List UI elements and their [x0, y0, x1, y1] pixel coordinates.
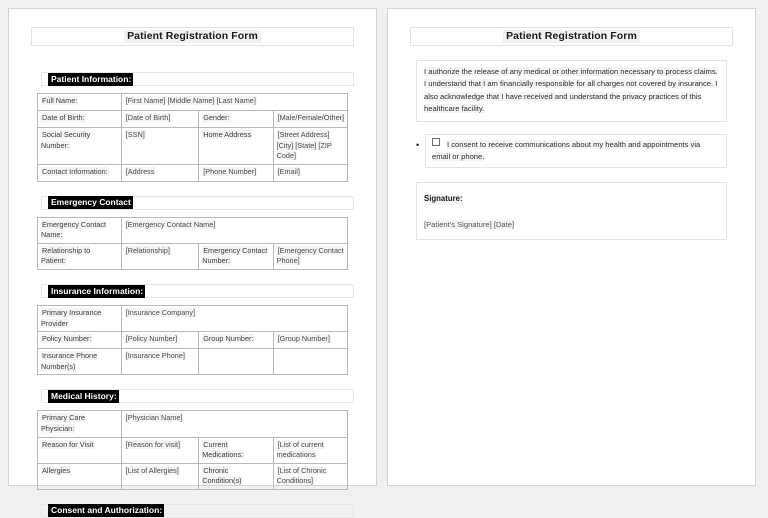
table-cell-label	[38, 332, 122, 349]
cell-text: [Policy Number]	[125, 334, 178, 344]
table-cell-value[interactable]	[121, 306, 347, 332]
cell-text: Group Number:	[203, 334, 254, 344]
cell-text: [Insurance Company]	[125, 308, 196, 318]
page1-title-box	[31, 27, 354, 46]
table-cell-value[interactable]	[273, 437, 347, 463]
table-row	[38, 128, 348, 165]
section-header-insurance-information	[41, 284, 354, 298]
table-cell-value[interactable]	[273, 243, 347, 269]
medical-history-table-body	[38, 411, 348, 489]
cell-text: [Physician Name]	[125, 413, 183, 423]
section-label-patient-information: Patient Information:	[48, 73, 133, 86]
bullet-icon: •	[416, 140, 420, 151]
table-cell-value[interactable]	[273, 332, 347, 349]
emergency-contact-table	[37, 217, 348, 270]
table-cell-value[interactable]	[273, 463, 347, 489]
section-label-consent-and-authorization: Consent and Authorization:	[48, 504, 164, 517]
cell-text: [Emergency Contact Name]	[125, 219, 216, 229]
cell-text: [Relationship]	[125, 245, 170, 255]
authorization-paragraph-box	[416, 60, 727, 122]
table-row	[38, 306, 348, 332]
table-row	[38, 243, 348, 269]
table-cell-label	[199, 463, 273, 489]
cell-text: Date of Birth:	[42, 113, 85, 122]
signature-value: [Patient's Signature] [Date]	[424, 219, 515, 229]
table-cell-empty	[273, 349, 347, 375]
cell-text: Insurance Phone Number(s)	[41, 351, 98, 371]
table-cell-label	[38, 349, 122, 375]
consent-checkbox-label: I consent to receive communications about my health and appointments via email or phone.	[432, 140, 701, 162]
cell-text: [Street Address] [City] [State] [ZIP Code]	[276, 130, 332, 161]
cell-text: Emergency Contact Name:	[41, 219, 107, 240]
cell-text: [Insurance Phone]	[125, 351, 185, 361]
section-label-insurance-information: Insurance Information:	[48, 285, 145, 298]
section-label-medical-history: Medical History:	[48, 390, 119, 403]
table-cell-label	[38, 164, 122, 181]
table-row	[38, 164, 348, 181]
cell-text: [Email]	[277, 166, 300, 176]
table-cell-empty	[199, 349, 273, 375]
emergency-contact-table-body	[38, 217, 348, 269]
page1-title: Patient Registration Form	[124, 30, 261, 43]
cell-text: Policy Number:	[42, 334, 92, 344]
cell-text: Current Medications:	[202, 439, 244, 460]
table-cell-label	[38, 437, 122, 463]
table-cell-value[interactable]	[121, 243, 199, 269]
cell-text: [Emergency Contact Phone]	[276, 245, 344, 266]
table-cell-label	[38, 94, 122, 111]
table-cell-label	[38, 411, 122, 437]
cell-text: [List of Chronic Conditions]	[276, 465, 327, 486]
table-row	[38, 332, 348, 349]
cell-text: Home Address	[203, 130, 252, 139]
table-cell-value[interactable]	[121, 94, 347, 111]
cell-text: [List of current medications	[276, 439, 324, 460]
table-cell-label	[38, 217, 122, 243]
table-cell-value[interactable]	[121, 332, 199, 349]
table-row	[38, 437, 348, 463]
table-cell-value[interactable]	[273, 164, 347, 181]
table-cell-label	[199, 243, 273, 269]
cell-text: Social Security Number:	[41, 130, 91, 150]
cell-text: Allergies	[42, 465, 70, 475]
table-cell-value[interactable]	[121, 411, 347, 437]
section-label-emergency-contact: Emergency Contact	[48, 196, 133, 209]
cell-text: Gender:	[203, 113, 230, 122]
table-row	[38, 111, 348, 128]
signature-label: Signature:	[424, 194, 463, 204]
consent-checkbox-box[interactable]	[425, 134, 727, 168]
section-header-consent-and-authorization	[41, 504, 354, 518]
table-cell-label	[38, 243, 122, 269]
cell-text: [Date of Birth]	[125, 113, 171, 122]
table-cell-value[interactable]	[121, 128, 199, 165]
insurance-information-table	[37, 305, 348, 375]
table-cell-value[interactable]	[121, 463, 199, 489]
cell-text: Reason for Visit	[42, 439, 94, 449]
patient-information-table	[37, 93, 348, 182]
table-cell-value[interactable]	[121, 111, 199, 128]
table-cell-label	[199, 111, 273, 128]
table-row	[38, 411, 348, 437]
table-cell-value[interactable]	[273, 111, 347, 128]
cell-text: [SSN]	[125, 130, 145, 139]
table-cell-label	[38, 463, 122, 489]
table-cell-label	[38, 306, 122, 332]
section-header-emergency-contact	[41, 196, 354, 210]
cell-text: [Group Number]	[277, 334, 330, 344]
cell-text: [List of Allergies]	[125, 465, 179, 475]
table-row	[38, 94, 348, 111]
consent-checkbox-row	[416, 134, 727, 168]
table-row	[38, 349, 348, 375]
table-cell-value[interactable]	[199, 164, 273, 181]
cell-text: Primary Insurance Provider	[41, 308, 102, 328]
consent-checkbox[interactable]	[432, 138, 440, 146]
cell-text: Contact Information:	[42, 166, 108, 176]
page2-title-box	[410, 27, 733, 46]
table-cell-label	[38, 128, 122, 165]
cell-text: [Address	[125, 166, 155, 176]
table-cell-value[interactable]	[121, 437, 199, 463]
cell-text: [Male/Female/Other]	[277, 113, 345, 122]
table-cell-label	[199, 437, 273, 463]
table-cell-label	[199, 332, 273, 349]
table-cell-label	[199, 128, 273, 165]
cell-text: Emergency Contact Number:	[202, 245, 268, 266]
cell-text: [Reason for visit]	[125, 439, 181, 449]
table-cell-value[interactable]	[273, 128, 347, 165]
signature-box	[416, 182, 727, 239]
table-row	[38, 463, 348, 489]
document-page-1	[8, 8, 377, 516]
table-row	[38, 217, 348, 243]
medical-history-table	[37, 410, 348, 489]
cell-text: [Phone Number]	[203, 166, 257, 176]
table-cell-label	[38, 111, 122, 128]
patient-information-table-body	[38, 94, 348, 182]
cell-text: Primary Care Physician:	[41, 413, 85, 433]
page2-title: Patient Registration Form	[503, 30, 640, 43]
cell-text: [First Name] [Middle Name] [Last Name]	[125, 96, 256, 105]
cell-text: Relationship to Patient:	[41, 245, 91, 266]
insurance-information-table-body	[38, 306, 348, 375]
cell-text: Full Name:	[42, 96, 78, 105]
table-cell-value[interactable]	[121, 164, 199, 181]
section-header-patient-information	[41, 72, 354, 86]
table-cell-value[interactable]	[121, 349, 199, 375]
authorization-paragraph-text: I authorize the release of any medical or other information necessary to process claims. I understand that I am financially responsible for all charges not covered by insurance. I also acknowledge that I have received and understand the privacy practices of this healthcare facility.	[424, 67, 718, 113]
table-cell-value[interactable]	[121, 217, 347, 243]
document-page-2	[387, 8, 756, 486]
cell-text: Chronic Condition(s)	[202, 465, 242, 486]
section-header-medical-history	[41, 389, 354, 403]
